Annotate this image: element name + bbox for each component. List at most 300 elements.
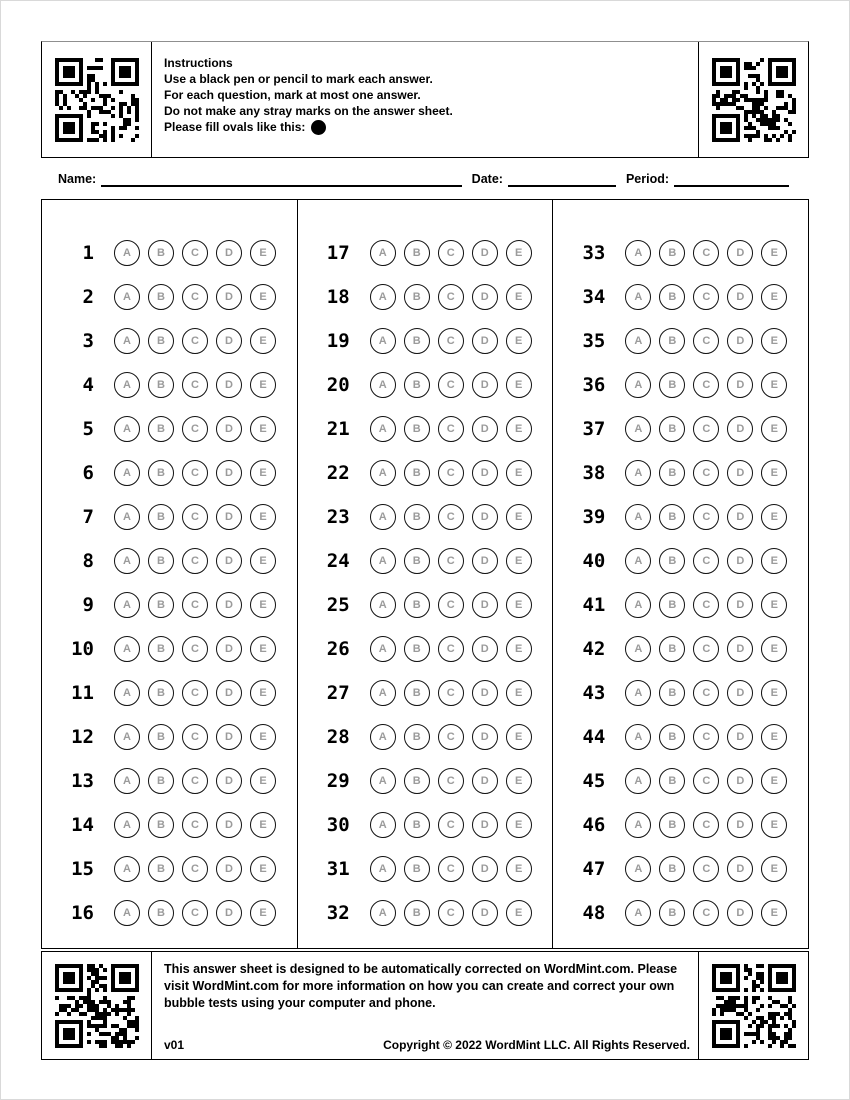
date-label: Date: — [471, 171, 503, 186]
bubble-option-E[interactable]: E — [250, 328, 276, 354]
bubble-option-D[interactable]: D — [216, 504, 242, 530]
bubble-option-E[interactable]: E — [250, 900, 276, 926]
bubble-option-D[interactable]: D — [216, 856, 242, 882]
bubble-option-A[interactable]: A — [114, 636, 140, 662]
footer-section — [41, 951, 809, 1060]
bubble-option-B[interactable]: B — [404, 636, 430, 662]
question-row-46 — [567, 803, 808, 847]
bubble-option-A[interactable]: A — [625, 768, 651, 794]
question-number: 14 — [71, 814, 94, 836]
question-number: 18 — [326, 286, 350, 308]
bubble-option-D[interactable]: D — [727, 680, 753, 706]
bubble-option-B[interactable]: B — [659, 372, 685, 398]
question-row-19 — [312, 319, 553, 363]
bubble-option-D[interactable]: D — [216, 416, 242, 442]
answer-column-2 — [297, 200, 553, 948]
bubble-option-C[interactable]: C — [438, 812, 464, 838]
bubble-option-D[interactable]: D — [727, 812, 753, 838]
bubble-option-E[interactable]: E — [506, 768, 532, 794]
bubble-option-E[interactable]: E — [250, 724, 276, 750]
bubble-option-E[interactable]: E — [506, 372, 532, 398]
bubble-option-E[interactable]: E — [761, 812, 787, 838]
question-number: 44 — [582, 726, 606, 748]
bubble-option-A[interactable]: A — [114, 768, 140, 794]
bubble-option-D[interactable]: D — [216, 460, 242, 486]
bubble-option-C[interactable]: C — [693, 724, 719, 750]
bubble-option-B[interactable]: B — [404, 592, 430, 618]
bubble-option-A[interactable]: A — [370, 680, 396, 706]
bubble-option-E[interactable]: E — [506, 812, 532, 838]
bubble-option-E[interactable]: E — [506, 636, 532, 662]
bubble-option-D[interactable]: D — [727, 240, 753, 266]
bubble-option-D[interactable]: D — [216, 724, 242, 750]
bubble-option-B[interactable]: B — [404, 768, 430, 794]
bubble-option-B[interactable]: B — [659, 416, 685, 442]
bubble-option-D[interactable]: D — [472, 680, 498, 706]
bubble-option-E[interactable]: E — [506, 592, 532, 618]
question-row-10 — [56, 627, 297, 671]
bubble-option-D[interactable]: D — [216, 812, 242, 838]
question-row-40 — [567, 539, 808, 583]
bubble-option-A[interactable]: A — [625, 724, 651, 750]
question-number: 33 — [582, 242, 606, 264]
bubble-option-B[interactable]: B — [404, 284, 430, 310]
bubble-option-B[interactable]: B — [148, 724, 174, 750]
bubble-option-A[interactable]: A — [370, 812, 396, 838]
bubble-option-B[interactable]: B — [659, 328, 685, 354]
question-row-13 — [56, 759, 297, 803]
bubble-option-B[interactable]: B — [148, 460, 174, 486]
bubble-option-C[interactable]: C — [438, 900, 464, 926]
bubble-option-D[interactable]: D — [216, 240, 242, 266]
bubble-option-C[interactable]: C — [182, 504, 208, 530]
bubble-option-E[interactable]: E — [761, 504, 787, 530]
bubble-option-B[interactable]: B — [148, 548, 174, 574]
bubble-option-D[interactable]: D — [472, 460, 498, 486]
bubble-option-C[interactable]: C — [182, 636, 208, 662]
question-number: 17 — [326, 242, 350, 264]
bubble-option-C[interactable]: C — [438, 856, 464, 882]
bubble-option-D[interactable]: D — [727, 284, 753, 310]
question-number: 2 — [82, 286, 94, 308]
bubble-option-C[interactable]: C — [438, 724, 464, 750]
version-label: v01 — [164, 1038, 185, 1052]
question-row-26 — [312, 627, 553, 671]
bubble-option-C[interactable]: C — [693, 460, 719, 486]
bubble-option-A[interactable]: A — [114, 460, 140, 486]
bubble-option-C[interactable]: C — [693, 768, 719, 794]
bubble-option-C[interactable]: C — [438, 504, 464, 530]
bubble-option-E[interactable]: E — [506, 328, 532, 354]
bubble-option-C[interactable]: C — [182, 328, 208, 354]
bubble-option-B[interactable]: B — [404, 548, 430, 574]
bubble-option-C[interactable]: C — [438, 328, 464, 354]
bubble-option-C[interactable]: C — [182, 372, 208, 398]
bubble-option-E[interactable]: E — [761, 328, 787, 354]
bubble-option-E[interactable]: E — [506, 284, 532, 310]
date-input-line[interactable] — [508, 170, 616, 187]
bubble-option-D[interactable]: D — [472, 856, 498, 882]
bubble-option-E[interactable]: E — [250, 416, 276, 442]
bubble-option-C[interactable]: C — [438, 768, 464, 794]
bubble-option-D[interactable]: D — [472, 328, 498, 354]
bubble-option-B[interactable]: B — [404, 416, 430, 442]
bubble-option-A[interactable]: A — [625, 548, 651, 574]
bubble-option-C[interactable]: C — [693, 548, 719, 574]
bubble-option-E[interactable]: E — [250, 812, 276, 838]
question-row-6 — [56, 451, 297, 495]
bubble-option-D[interactable]: D — [727, 328, 753, 354]
period-input-line[interactable] — [674, 170, 789, 187]
instruction-line-1: Use a black pen or pencil to mark each answer. — [164, 72, 433, 86]
instruction-line-2: For each question, mark at most one answer. — [164, 88, 421, 102]
bubble-option-A[interactable]: A — [370, 724, 396, 750]
bubble-option-C[interactable]: C — [182, 240, 208, 266]
bubble-option-E[interactable]: E — [506, 724, 532, 750]
bubble-option-D[interactable]: D — [472, 372, 498, 398]
bubble-option-D[interactable]: D — [216, 768, 242, 794]
bubble-option-B[interactable]: B — [659, 768, 685, 794]
bubble-option-D[interactable]: D — [472, 900, 498, 926]
question-row-5 — [56, 407, 297, 451]
bubble-option-E[interactable]: E — [761, 416, 787, 442]
bubble-option-E[interactable]: E — [250, 504, 276, 530]
bubble-option-D[interactable]: D — [727, 460, 753, 486]
bubble-option-C[interactable]: C — [182, 548, 208, 574]
bubble-option-A[interactable]: A — [114, 328, 140, 354]
question-row-1 — [56, 231, 297, 275]
bubble-option-E[interactable]: E — [761, 548, 787, 574]
bubble-option-C[interactable]: C — [182, 416, 208, 442]
bubble-option-A[interactable]: A — [114, 372, 140, 398]
bubble-option-B[interactable]: B — [148, 680, 174, 706]
bubble-option-C[interactable]: C — [438, 284, 464, 310]
bubble-option-B[interactable]: B — [659, 724, 685, 750]
question-row-27 — [312, 671, 553, 715]
question-number: 3 — [82, 330, 94, 352]
bubble-option-D[interactable]: D — [727, 900, 753, 926]
question-row-44 — [567, 715, 808, 759]
bubble-option-A[interactable]: A — [370, 504, 396, 530]
bubble-option-D[interactable]: D — [472, 724, 498, 750]
bubble-option-C[interactable]: C — [182, 724, 208, 750]
bubble-option-A[interactable]: A — [625, 460, 651, 486]
bubble-option-C[interactable]: C — [182, 680, 208, 706]
bubble-option-A[interactable]: A — [370, 900, 396, 926]
bubble-option-E[interactable]: E — [506, 856, 532, 882]
bubble-option-A[interactable]: A — [625, 856, 651, 882]
name-input-line[interactable] — [101, 170, 461, 187]
bubble-option-A[interactable]: A — [114, 416, 140, 442]
bubble-option-B[interactable]: B — [659, 680, 685, 706]
bubble-option-E[interactable]: E — [506, 680, 532, 706]
bubble-option-C[interactable]: C — [693, 284, 719, 310]
bubble-option-E[interactable]: E — [761, 680, 787, 706]
bubble-option-A[interactable]: A — [370, 284, 396, 310]
bubble-option-D[interactable]: D — [216, 636, 242, 662]
bubble-option-A[interactable]: A — [114, 284, 140, 310]
bubble-option-B[interactable]: B — [404, 372, 430, 398]
bubble-option-B[interactable]: B — [659, 460, 685, 486]
bubble-option-B[interactable]: B — [659, 856, 685, 882]
bubble-option-C[interactable]: C — [182, 900, 208, 926]
bubble-option-D[interactable]: D — [472, 768, 498, 794]
bubble-option-B[interactable]: B — [404, 856, 430, 882]
bubble-option-D[interactable]: D — [472, 240, 498, 266]
answer-column-3 — [552, 200, 808, 948]
bubble-option-C[interactable]: C — [693, 328, 719, 354]
bubble-option-E[interactable]: E — [761, 768, 787, 794]
bubble-option-B[interactable]: B — [659, 900, 685, 926]
bubble-option-E[interactable]: E — [761, 284, 787, 310]
bubble-option-D[interactable]: D — [727, 548, 753, 574]
bubble-option-C[interactable]: C — [438, 592, 464, 618]
bubble-option-B[interactable]: B — [148, 636, 174, 662]
question-number: 36 — [582, 374, 606, 396]
qr-code-bottom-left-icon — [42, 952, 152, 1059]
bubble-option-E[interactable]: E — [506, 240, 532, 266]
bubble-option-B[interactable]: B — [659, 548, 685, 574]
footer-description: This answer sheet is designed to be automatically corrected on WordMint.com. Please visit WordMint.com for more information on how you can create and correct your own bubble tests using your computer and phone. — [164, 962, 678, 1010]
question-number: 20 — [326, 374, 350, 396]
bubble-option-A[interactable]: A — [370, 460, 396, 486]
bubble-option-E[interactable]: E — [250, 768, 276, 794]
bubble-option-C[interactable]: C — [182, 856, 208, 882]
answer-grid — [41, 199, 809, 949]
bubble-option-E[interactable]: E — [250, 592, 276, 618]
bubble-option-A[interactable]: A — [114, 900, 140, 926]
bubble-option-A[interactable]: A — [370, 328, 396, 354]
bubble-option-A[interactable]: A — [625, 900, 651, 926]
bubble-option-E[interactable]: E — [250, 284, 276, 310]
bubble-option-A[interactable]: A — [114, 240, 140, 266]
bubble-option-A[interactable]: A — [114, 548, 140, 574]
bubble-option-C[interactable]: C — [438, 240, 464, 266]
bubble-option-D[interactable]: D — [727, 768, 753, 794]
bubble-option-E[interactable]: E — [761, 724, 787, 750]
question-number: 7 — [82, 506, 94, 528]
question-number: 35 — [582, 330, 606, 352]
bubble-option-A[interactable]: A — [625, 328, 651, 354]
bubble-option-A[interactable]: A — [370, 636, 396, 662]
bubble-option-E[interactable]: E — [250, 856, 276, 882]
bubble-option-E[interactable]: E — [250, 548, 276, 574]
bubble-option-D[interactable]: D — [216, 548, 242, 574]
bubble-option-B[interactable]: B — [404, 812, 430, 838]
bubble-option-B[interactable]: B — [404, 504, 430, 530]
question-number: 4 — [82, 374, 94, 396]
question-row-34 — [567, 275, 808, 319]
bubble-option-D[interactable]: D — [727, 636, 753, 662]
bubble-option-B[interactable]: B — [659, 636, 685, 662]
bubble-option-B[interactable]: B — [404, 240, 430, 266]
bubble-option-C[interactable]: C — [693, 636, 719, 662]
bubble-option-B[interactable]: B — [404, 680, 430, 706]
question-number: 12 — [71, 726, 94, 748]
question-row-3 — [56, 319, 297, 363]
bubble-option-A[interactable]: A — [370, 548, 396, 574]
question-number: 13 — [71, 770, 94, 792]
bubble-option-B[interactable]: B — [148, 900, 174, 926]
bubble-option-A[interactable]: A — [370, 856, 396, 882]
bubble-option-D[interactable]: D — [727, 504, 753, 530]
bubble-option-E[interactable]: E — [761, 460, 787, 486]
bubble-option-B[interactable]: B — [148, 416, 174, 442]
bubble-option-D[interactable]: D — [727, 416, 753, 442]
bubble-option-B[interactable]: B — [148, 504, 174, 530]
bubble-option-A[interactable]: A — [114, 504, 140, 530]
bubble-option-C[interactable]: C — [182, 460, 208, 486]
bubble-option-B[interactable]: B — [659, 240, 685, 266]
bubble-option-C[interactable]: C — [438, 680, 464, 706]
bubble-option-E[interactable]: E — [506, 900, 532, 926]
bubble-option-A[interactable]: A — [370, 592, 396, 618]
bubble-option-E[interactable]: E — [506, 460, 532, 486]
bubble-option-A[interactable]: A — [625, 416, 651, 442]
bubble-option-C[interactable]: C — [693, 504, 719, 530]
bubble-option-E[interactable]: E — [250, 636, 276, 662]
bubble-option-B[interactable]: B — [148, 856, 174, 882]
bubble-option-C[interactable]: C — [693, 680, 719, 706]
bubble-option-C[interactable]: C — [182, 812, 208, 838]
bubble-option-C[interactable]: C — [693, 900, 719, 926]
question-number: 10 — [71, 638, 94, 660]
bubble-option-D[interactable]: D — [216, 900, 242, 926]
bubble-option-B[interactable]: B — [659, 504, 685, 530]
bubble-option-A[interactable]: A — [114, 680, 140, 706]
question-number: 47 — [582, 858, 606, 880]
bubble-option-D[interactable]: D — [727, 724, 753, 750]
bubble-option-C[interactable]: C — [438, 416, 464, 442]
bubble-option-A[interactable]: A — [114, 724, 140, 750]
bubble-option-B[interactable]: B — [148, 240, 174, 266]
bubble-option-A[interactable]: A — [625, 504, 651, 530]
bubble-option-C[interactable]: C — [693, 240, 719, 266]
bubble-option-B[interactable]: B — [148, 768, 174, 794]
bubble-option-B[interactable]: B — [659, 592, 685, 618]
question-number: 37 — [582, 418, 606, 440]
bubble-option-A[interactable]: A — [625, 240, 651, 266]
bubble-option-D[interactable]: D — [727, 856, 753, 882]
bubble-option-B[interactable]: B — [404, 460, 430, 486]
bubble-option-B[interactable]: B — [148, 812, 174, 838]
bubble-option-D[interactable]: D — [216, 372, 242, 398]
bubble-option-E[interactable]: E — [250, 372, 276, 398]
bubble-option-C[interactable]: C — [693, 416, 719, 442]
bubble-option-D[interactable]: D — [472, 284, 498, 310]
bubble-option-D[interactable]: D — [216, 284, 242, 310]
bubble-option-B[interactable]: B — [404, 900, 430, 926]
bubble-option-B[interactable]: B — [659, 284, 685, 310]
bubble-option-C[interactable]: C — [438, 460, 464, 486]
question-row-47 — [567, 847, 808, 891]
filled-oval-example-icon — [311, 120, 326, 135]
bubble-option-C[interactable]: C — [693, 812, 719, 838]
question-row-45 — [567, 759, 808, 803]
bubble-option-A[interactable]: A — [625, 284, 651, 310]
question-row-4 — [56, 363, 297, 407]
bubble-option-D[interactable]: D — [216, 680, 242, 706]
question-row-33 — [567, 231, 808, 275]
bubble-option-E[interactable]: E — [506, 416, 532, 442]
bubble-option-D[interactable]: D — [472, 812, 498, 838]
bubble-option-C[interactable]: C — [182, 284, 208, 310]
question-row-15 — [56, 847, 297, 891]
bubble-option-A[interactable]: A — [625, 372, 651, 398]
bubble-option-D[interactable]: D — [472, 504, 498, 530]
question-row-41 — [567, 583, 808, 627]
bubble-option-C[interactable]: C — [438, 636, 464, 662]
question-number: 19 — [326, 330, 350, 352]
question-number: 28 — [326, 726, 350, 748]
bubble-option-E[interactable]: E — [506, 504, 532, 530]
bubble-option-C[interactable]: C — [693, 592, 719, 618]
bubble-option-C[interactable]: C — [182, 768, 208, 794]
bubble-option-E[interactable]: E — [250, 680, 276, 706]
bubble-option-A[interactable]: A — [370, 768, 396, 794]
bubble-option-E[interactable]: E — [761, 592, 787, 618]
bubble-option-C[interactable]: C — [693, 856, 719, 882]
bubble-option-A[interactable]: A — [625, 592, 651, 618]
bubble-option-B[interactable]: B — [404, 328, 430, 354]
bubble-option-D[interactable]: D — [472, 592, 498, 618]
bubble-option-B[interactable]: B — [148, 284, 174, 310]
bubble-option-A[interactable]: A — [370, 416, 396, 442]
bubble-option-A[interactable]: A — [114, 812, 140, 838]
bubble-option-E[interactable]: E — [761, 856, 787, 882]
question-row-43 — [567, 671, 808, 715]
bubble-option-A[interactable]: A — [625, 680, 651, 706]
question-row-23 — [312, 495, 553, 539]
bubble-option-C[interactable]: C — [438, 372, 464, 398]
bubble-option-A[interactable]: A — [625, 636, 651, 662]
bubble-option-E[interactable]: E — [250, 460, 276, 486]
bubble-option-E[interactable]: E — [761, 372, 787, 398]
bubble-option-A[interactable]: A — [114, 856, 140, 882]
bubble-option-D[interactable]: D — [472, 548, 498, 574]
bubble-option-A[interactable]: A — [114, 592, 140, 618]
bubble-option-D[interactable]: D — [216, 328, 242, 354]
bubble-option-B[interactable]: B — [404, 724, 430, 750]
bubble-option-D[interactable]: D — [472, 416, 498, 442]
bubble-option-A[interactable]: A — [370, 240, 396, 266]
bubble-option-C[interactable]: C — [182, 592, 208, 618]
bubble-option-D[interactable]: D — [472, 636, 498, 662]
question-number: 38 — [582, 462, 606, 484]
bubble-option-E[interactable]: E — [250, 240, 276, 266]
bubble-option-B[interactable]: B — [659, 812, 685, 838]
bubble-option-E[interactable]: E — [761, 240, 787, 266]
bubble-option-A[interactable]: A — [625, 812, 651, 838]
bubble-option-C[interactable]: C — [438, 548, 464, 574]
bubble-option-B[interactable]: B — [148, 328, 174, 354]
bubble-option-E[interactable]: E — [761, 900, 787, 926]
bubble-option-B[interactable]: B — [148, 372, 174, 398]
bubble-option-E[interactable]: E — [761, 636, 787, 662]
bubble-option-B[interactable]: B — [148, 592, 174, 618]
question-row-2 — [56, 275, 297, 319]
bubble-option-D[interactable]: D — [727, 592, 753, 618]
bubble-option-C[interactable]: C — [693, 372, 719, 398]
bubble-option-D[interactable]: D — [727, 372, 753, 398]
bubble-option-D[interactable]: D — [216, 592, 242, 618]
question-number: 27 — [326, 682, 350, 704]
question-number: 11 — [71, 682, 94, 704]
question-row-35 — [567, 319, 808, 363]
question-row-14 — [56, 803, 297, 847]
bubble-option-E[interactable]: E — [506, 548, 532, 574]
bubble-option-A[interactable]: A — [370, 372, 396, 398]
